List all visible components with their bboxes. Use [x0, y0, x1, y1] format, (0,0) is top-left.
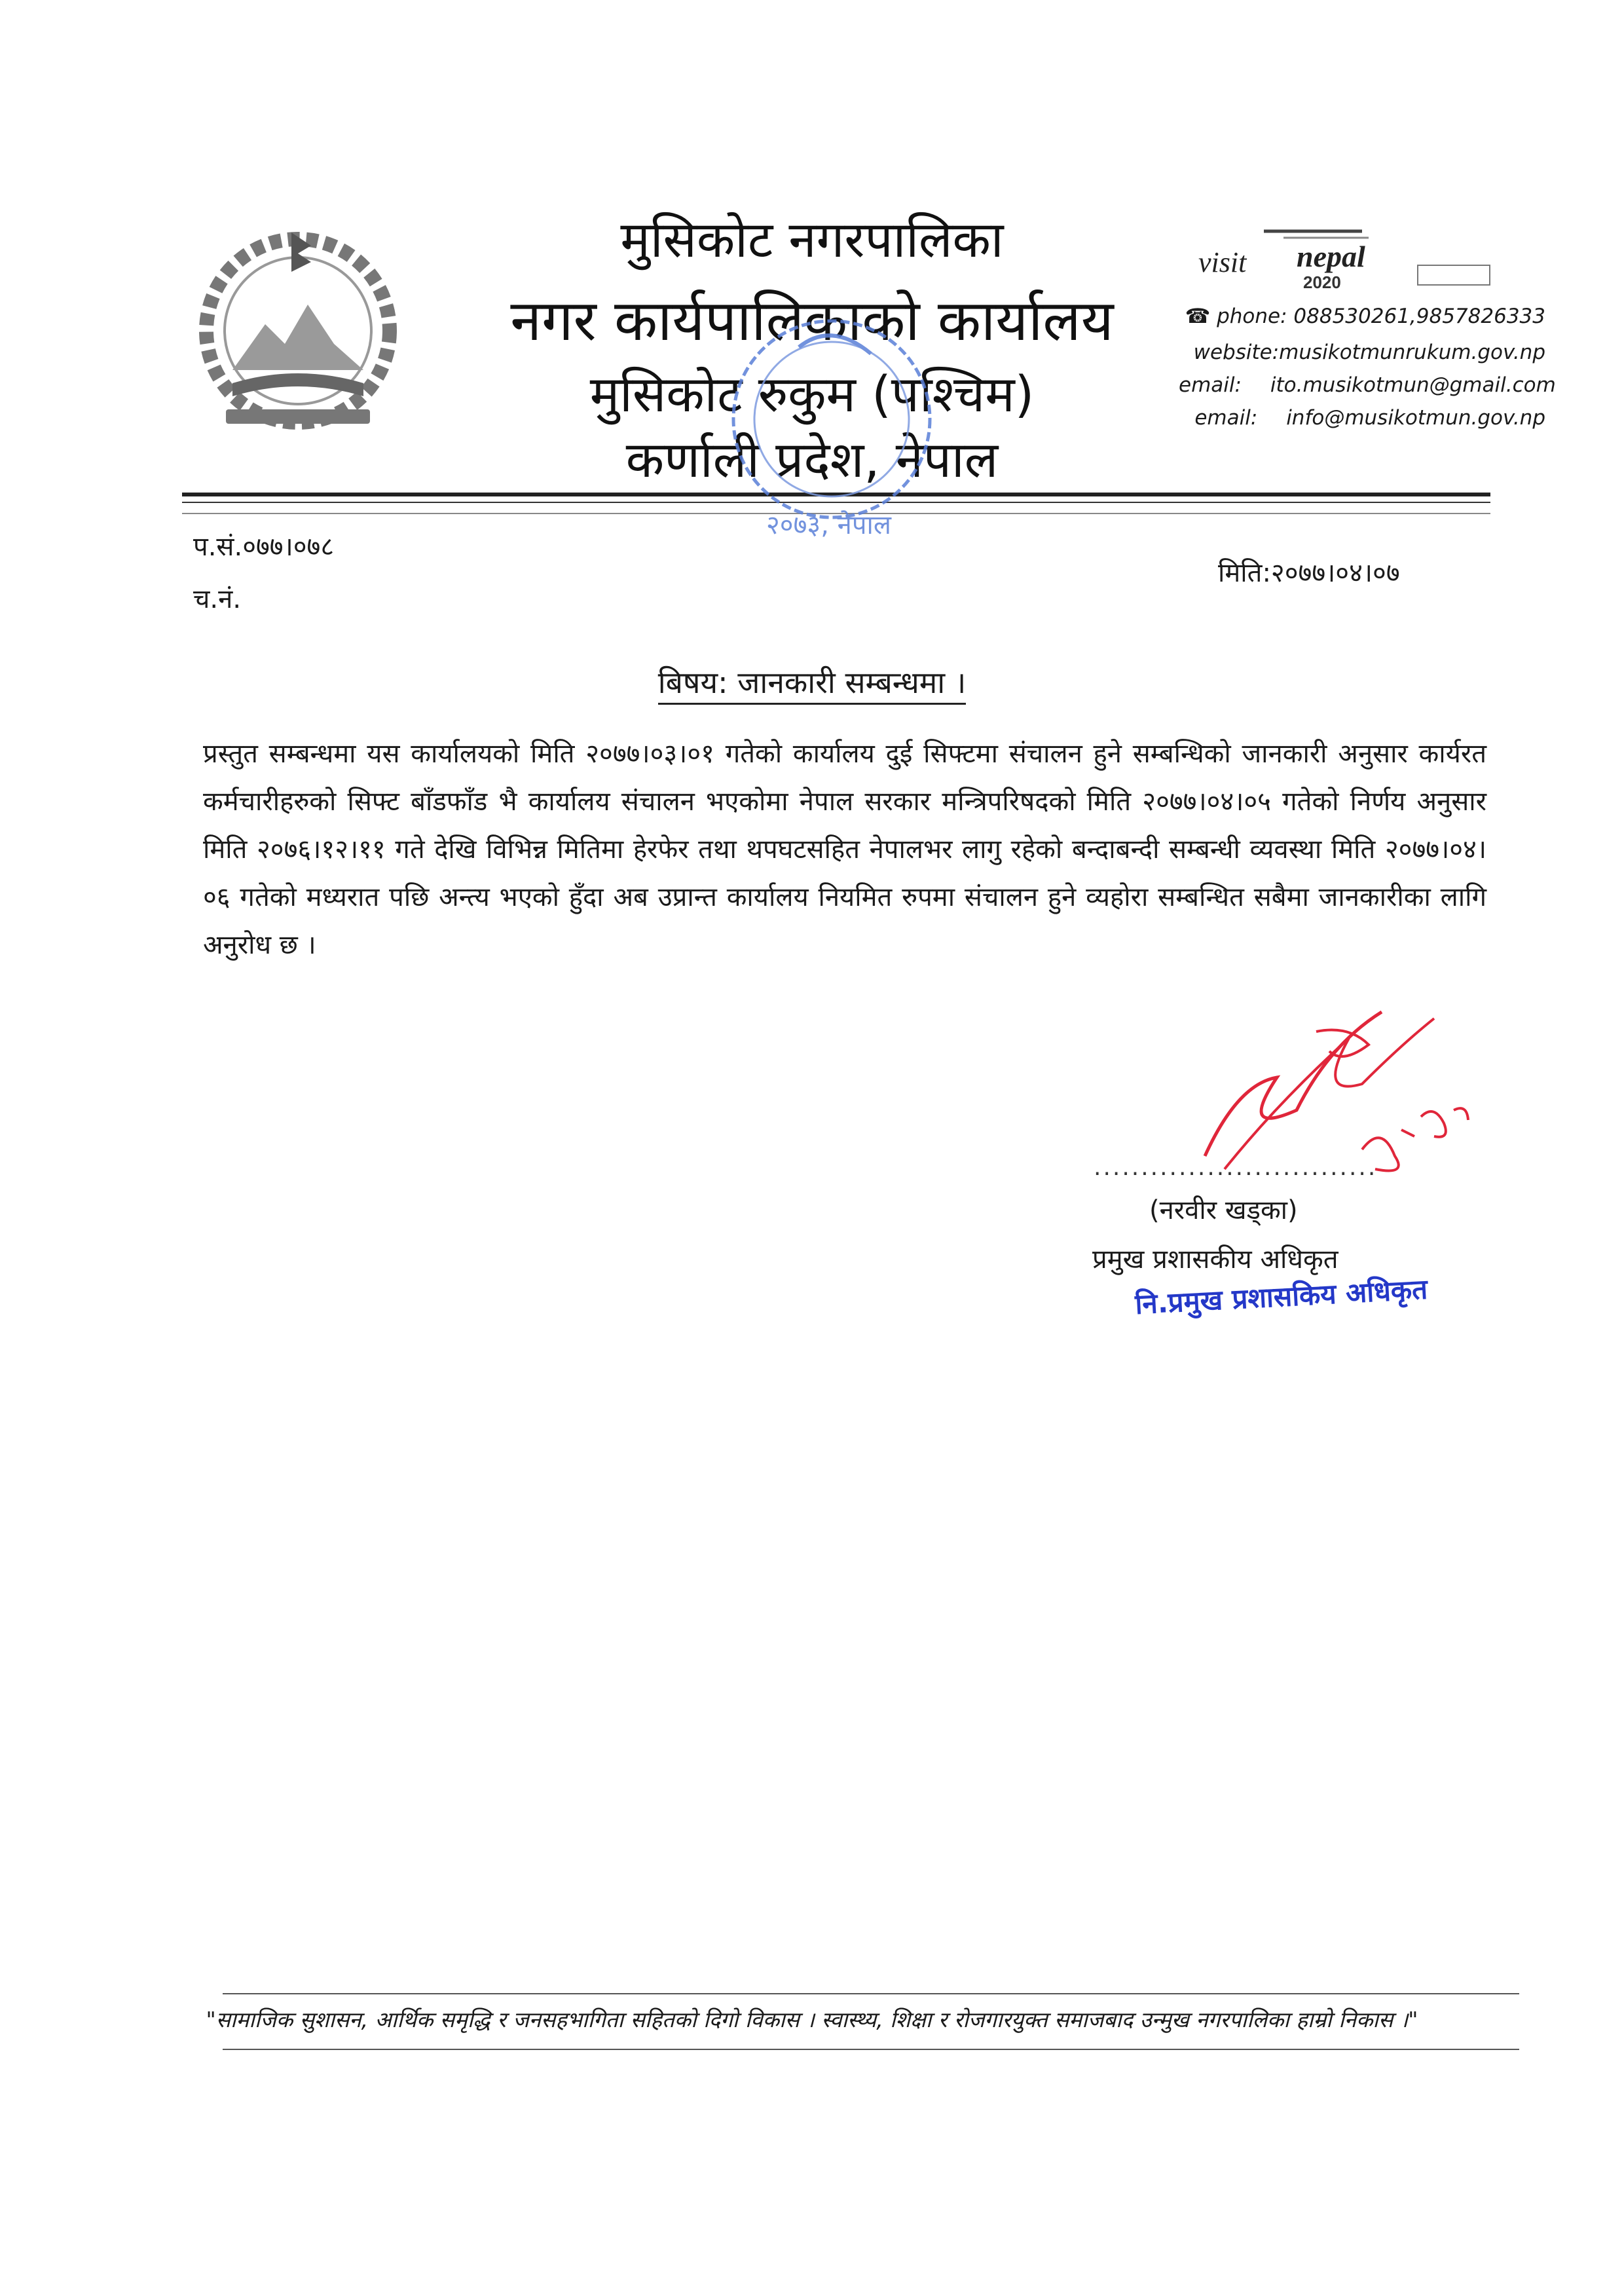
round-stamp-text: २०७३, नेपाल: [766, 510, 892, 540]
footer-rule-bottom: [223, 2049, 1519, 2050]
email-1: ito.musikotmun@gmail.com: [1270, 373, 1556, 397]
phone-icon: ☎: [1185, 305, 1211, 328]
letter-body: प्रस्तुत सम्बन्धमा यस कार्यालयको मिति २०७७।०३।०१ गतेको कार्यालय दुई सिफ्टमा संचालन हुने सम्बन्धिको जानकारी अनुसार कार्यरत कर्मचारीहरुको सिफ्ट बाँडफाँड भै कार्यालय संचालन भएकोमा नेपाल सरकार मन्त्रिपरिषदको मिति २०७७।०४।०५ गतेको निर्णय अनुसार मिति २०७६।१२।११ गते देखि विभिन्न मितिमा हेरफेर तथा थपघटसहित नेपालभर लागु रहेको बन्दाबन्दी सम्बन्धी व्यवस्था मिति २०७७।०४।०६ गतेको मध्यरात पछि अन्त्य भएको हुँदा अब उप्रान्त कार्यालय नियमित रुपमा संचालन हुने व्यहोरा सम्बन्धित सबैमा जानकारीका लागि अनुरोध छ ।: [203, 739, 1486, 960]
phone-text: phone: 088530261,9857826333: [1217, 305, 1545, 328]
subject-text: बिषय: जानकारी सम्बन्धमा ।: [658, 665, 967, 705]
official-stamp-text: नि.प्रमुख प्रशासकिय अधिकृत: [1134, 1273, 1429, 1320]
signature-dotted-line: ..............................: [1094, 1154, 1378, 1181]
email-label-2: email:: [1194, 406, 1258, 430]
municipality-name: मुसिकोट नगरपालिका: [620, 210, 1004, 269]
dispatch-number: च.नं.: [193, 584, 242, 614]
subject-line: [0, 662, 1624, 702]
email-label-1: email:: [1179, 373, 1242, 397]
footer-rule-top: [223, 1993, 1519, 1994]
footer-motto: "सामाजिक सुशासन, आर्थिक समृद्धि र जनसहभागिता सहितको दिगो विकास । स्वास्थ्य, शिक्षा र रोजगारयुक्त समाजबाद उन्मुख नगरपालिका हाम्रो निकास ।": [206, 2007, 1418, 2032]
office-round-stamp: [720, 308, 943, 557]
nepal-word: nepal: [1297, 240, 1365, 273]
visit-word: visit: [1198, 246, 1247, 278]
letter-number: प.सं.०७७।०७८: [193, 532, 335, 562]
email-2: info@musikotmun.gov.np: [1286, 406, 1545, 430]
office-location: मुसिकोट रुकुम (पश्चिम): [589, 365, 1035, 423]
visit-year: 2020: [1303, 272, 1341, 291]
email-line-2: [1179, 406, 1545, 430]
email-line-1: [1179, 373, 1556, 397]
signatory-name: (नरवीर खड्का): [1149, 1195, 1298, 1225]
province-country: कर्णाली प्रदेश, नेपाल: [625, 430, 999, 489]
visit-nepal-logo: [1198, 226, 1500, 291]
website-text: website:musikotmunrukum.gov.np: [1193, 341, 1545, 364]
letter-date: मिति:२०७७।०४।०७: [1218, 558, 1400, 588]
office-name: नगर कार्यपालिकाको कार्यालय: [510, 288, 1114, 354]
signatory-title: प्रमुख प्रशासकीय अधिकृत: [1092, 1244, 1338, 1275]
phone-line: [1179, 305, 1545, 328]
nepal-emblem-icon: [193, 213, 403, 439]
